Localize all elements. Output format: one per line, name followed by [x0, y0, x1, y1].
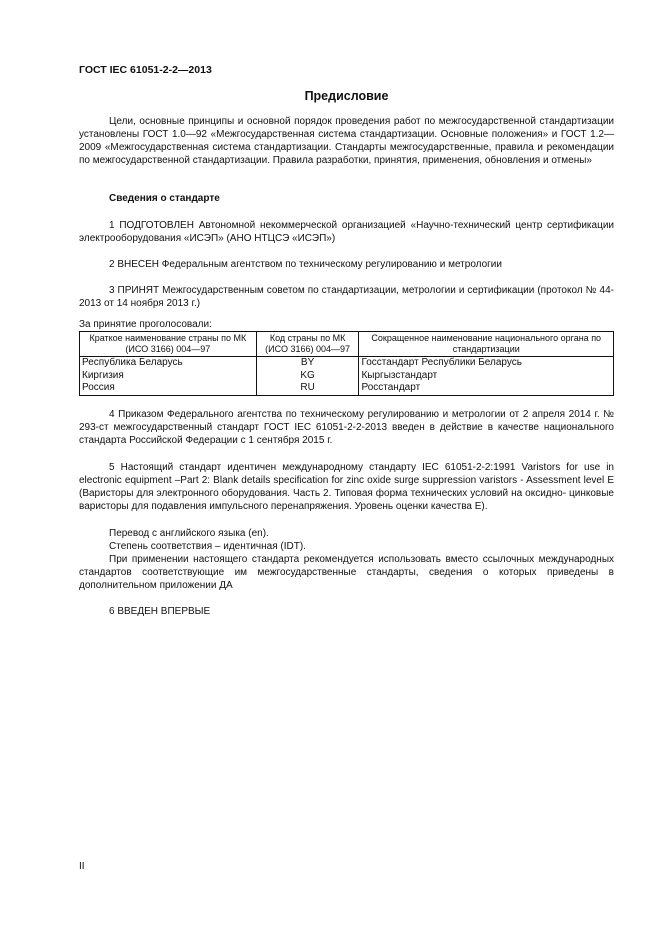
item-5-translation: Перевод с английского языка (en). [109, 528, 269, 539]
cell-national-body: Росстандарт [359, 382, 614, 395]
header-country: Краткое наименование страны по МК (ИСО 3166) 004—97 [80, 332, 257, 357]
cell-code: BY [256, 357, 359, 370]
vote-caption: За принятие проголосовали: [79, 319, 212, 330]
cell-national-body: Кыргызстандарт [359, 370, 614, 383]
page-number: II [79, 861, 85, 872]
document-code-header: ГОСТ IEC 61051-2-2—2013 [79, 64, 212, 76]
item-4-order: 4 Приказом Федерального агентства по техническому регулированию и метрологии от 2 апреля 2014 г. № 293-ст межгосударственный стандарт ГОСТ IEC 61051-2-2-2013 введен в действие в качестве национального стандарта Российской Федерации с 1 сентября 2015 г. [79, 409, 614, 446]
page-title: Предисловие [304, 89, 389, 103]
table-row [80, 370, 614, 383]
table-row [80, 357, 614, 370]
header-national-body: Сокращенное наименование национального органа по стандартизации [359, 332, 614, 357]
cell-country: Киргизия [80, 370, 257, 383]
header-code: Код страны по МК (ИСО 3166) 004—97 [256, 332, 359, 357]
cell-country: Республика Беларусь [80, 357, 257, 370]
table-header-row [80, 332, 614, 357]
table-row [80, 382, 614, 395]
item-1-prepared: 1 ПОДГОТОВЛЕН Автономной некоммерческой организацией «Научно-технический центр сертификации электрооборудования «ИСЭП» (АНО НТЦСЭ «ИСЭП») [79, 220, 614, 244]
item-5-identical: 5 Настоящий стандарт идентичен международному стандарту IEC 61051-2-2:1991 Varistors for use in electronic equipment –Part 2: Blank details specification for zinc oxide surge suppression varistors - Assessment level E (Варисторы для электронного оборудования. Часть 2. Типовая форма технических условий на оксидно- цинковые варисторы для подавления импульсного перенапряжения. Уровень оценки качества E). [79, 462, 614, 512]
cell-code: KG [256, 370, 359, 383]
item-5-references: При применении настоящего стандарта рекомендуется использовать вместо ссылочных международных стандартов соответствующие им межгосударственные стандарты, сведения о которых приведены в дополнительном приложении ДА [79, 554, 614, 591]
item-3-adopted: 3 ПРИНЯТ Межгосударственным советом по стандартизации, метрологии и сертификации (протокол № 44-2013 от 14 ноября 2013 г.) [79, 285, 614, 309]
item-6-introduced: 6 ВВЕДЕН ВПЕРВЫЕ [109, 606, 211, 617]
item-2-submitted: 2 ВНЕСЕН Федеральным агентством по техническому регулированию и метрологии [109, 259, 502, 270]
cell-code: RU [256, 382, 359, 395]
voting-table [79, 331, 614, 396]
item-5-degree: Степень соответствия – идентичная (IDT). [109, 541, 306, 552]
cell-country: Россия [80, 382, 257, 395]
info-heading: Сведения о стандарте [109, 193, 220, 204]
intro-paragraph: Цели, основные принципы и основной порядок проведения работ по межгосударственной стандартизации установлены ГОСТ 1.0—92 «Межгосударственная система стандартизации. Основные положения» и ГОСТ 1.2—2009 «Межгосударственная система стандартизации. Стандарты межгосударственные, правила и рекомендации по межгосударственной стандартизации. Правила разработки, принятия, применения, обновления и отмены» [79, 116, 614, 166]
cell-national-body: Госстандарт Республики Беларусь [359, 357, 614, 370]
